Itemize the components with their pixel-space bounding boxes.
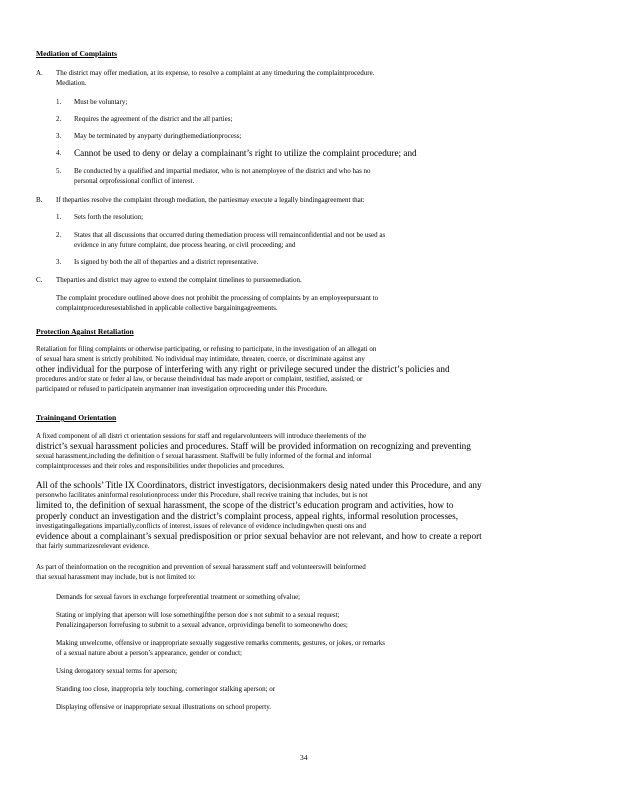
mediation-item: May be terminated by anyparty duringthemediationprocess; (74, 132, 242, 140)
mediation-c-line3: complaintproceduresestablished in applicable collective bargainingagreements. (56, 304, 278, 312)
item-number: 3. (56, 258, 62, 266)
mediation-item: Requires the agreement of the district and the all parties; (74, 115, 233, 123)
marker-b: B. (36, 196, 43, 204)
training-line: A fixed component of all distri ct orientation sessions for staff and regularvolunteers will introduce theelements of the (36, 432, 367, 440)
protection-line: participated or refused to participatein anymanner inan investigation orproceeding under this Procedure. (36, 385, 328, 393)
bullet-item: Making unwelcome, offensive or inappropriate sexually suggestive remarks comments, gestures, or jokes, or remarks (56, 639, 385, 647)
mediation-a-line1: The district may offer mediation, at its expense, to resolve a complaint at any timeduring the complaintprocedure. (56, 69, 375, 77)
heading-mediation: Mediation of Complaints (36, 49, 118, 58)
bullet-item-cont: of a sexual nature about a person’s appearance, gender or conduct; (56, 649, 243, 657)
agreement-item: Is signed by both the all of theparties and a district representative. (74, 258, 259, 266)
item-number: 3. (56, 132, 62, 140)
training-line: that sexual harassment may include, but is not limited to: (36, 573, 196, 581)
training-line: limited to, the definition of sexual harassment, the scope of the district’s education program and activities, how to (36, 500, 454, 510)
marker-a: A. (36, 69, 43, 77)
training-line: investigatingallegations impartially,conflicts of interest, issues of relevance of evidence includingwhen questi ons and (36, 522, 367, 530)
training-line: sexual harassment,including the definition o f sexual harassment. Staffwill be fully informed of the formal and informal (36, 452, 372, 460)
item-number: 5. (56, 167, 62, 175)
item-number: 2. (56, 231, 62, 239)
mediation-item-cont: personal orprofessional conflict of interest. (74, 177, 195, 185)
training-line: that fairly summarizesrelevant evidence. (36, 542, 150, 550)
bullet-item: Stating or implying that aperson will lose somethingifthe person doe s not submit to a sexual request; (56, 611, 340, 619)
mediation-c-line1: Theparties and district may agree to extend the complaint timelines to pursuemediation. (56, 276, 302, 284)
protection-line: procedures and/or state or feder al law, or because theindividual has made areport or complaint, testified, assisted, or (36, 375, 363, 383)
mediation-item: Cannot be used to deny or delay a complainant’s right to utilize the complaint procedure; and (74, 148, 417, 158)
training-line: personwho facilitates aninformal resolutionprocess under this Procedure, shall receive training that includes, but is not (36, 491, 368, 499)
item-number: 1. (56, 213, 62, 221)
bullet-item: Demands for sexual favors in exchange forpreferential treatment or something ofvalue; (56, 593, 301, 601)
marker-c: C. (36, 276, 43, 284)
item-number: 2. (56, 115, 62, 123)
agreement-item: Sets forth the resolution; (74, 213, 144, 221)
protection-line: Retaliation for filing complaints or otherwise participating, or refusing to participate, in the investigation of an allegati on (36, 345, 377, 353)
agreement-item: States that all discussions that occurred during themediation process will remainconfidential and not be used as (74, 231, 386, 239)
page-number: 34 (300, 753, 308, 762)
training-line: properly conduct an investigation and the district’s complaint process, appeal rights, informal resolution processes, (36, 511, 459, 521)
bullet-item: Standing too close, inappropria tely touching, corneringor stalking aperson; or (56, 685, 276, 693)
bullet-item: Using derogatory sexual terms for aperson; (56, 667, 178, 675)
agreement-item-cont: evidence in any future complaint, due process hearing, or civil proceeding; and (74, 241, 296, 249)
heading-protection: Protection Against Retaliation (36, 327, 134, 336)
training-line: district’s sexual harassment policies and procedures. Staff will be provided information on recognizing and preventing (36, 441, 471, 451)
bullet-item: Displaying offensive or inappropriate sexual illustrations on school property. (56, 703, 272, 711)
training-line: evidence about a complainant’s sexual predisposition or prior sexual behavior are not relevant, and how to create a report (36, 531, 482, 541)
protection-line: of sexual hara sment is strictly prohibited. No individual may intimidate, threaten, coerce, or discriminate against any (36, 355, 365, 363)
mediation-item: Must be voluntary; (74, 98, 128, 106)
training-line: As part of theinformation on the recognition and prevention of sexual harassment staff and volunteerswill beinformed (36, 563, 366, 571)
training-line: All of the schools’ Title IX Coordinators, district investigators, decisionmakers desig nated under this Procedure, and any (36, 480, 482, 490)
mediation-c-line2: The complaint procedure outlined above does not prohibit the processing of complaints by an employeepursuant to (56, 294, 379, 302)
training-line: complaintprocesses and their roles and responsibilities under thepolicies and procedures. (36, 462, 285, 470)
protection-line: other individual for the purpose of interfering with any right or privilege secured under the district’s policies and (36, 364, 450, 374)
heading-training: Trainingand Orientation (36, 413, 117, 422)
mediation-b-line1: If theparties resolve the complaint through mediation, the partiesmay execute a legally bindingagreement that: (56, 196, 365, 204)
item-number: 4. (56, 149, 62, 157)
bullet-item: Penalizingaperson forrefusing to submit to a sexual advance, orprovidinga benefit to someonewho does; (56, 621, 348, 629)
item-number: 1. (56, 98, 62, 106)
mediation-item: Be conducted by a qualified and impartial mediator, who is not anemployee of the district and who has no (74, 167, 371, 175)
mediation-a-line2: Mediation. (56, 79, 87, 87)
